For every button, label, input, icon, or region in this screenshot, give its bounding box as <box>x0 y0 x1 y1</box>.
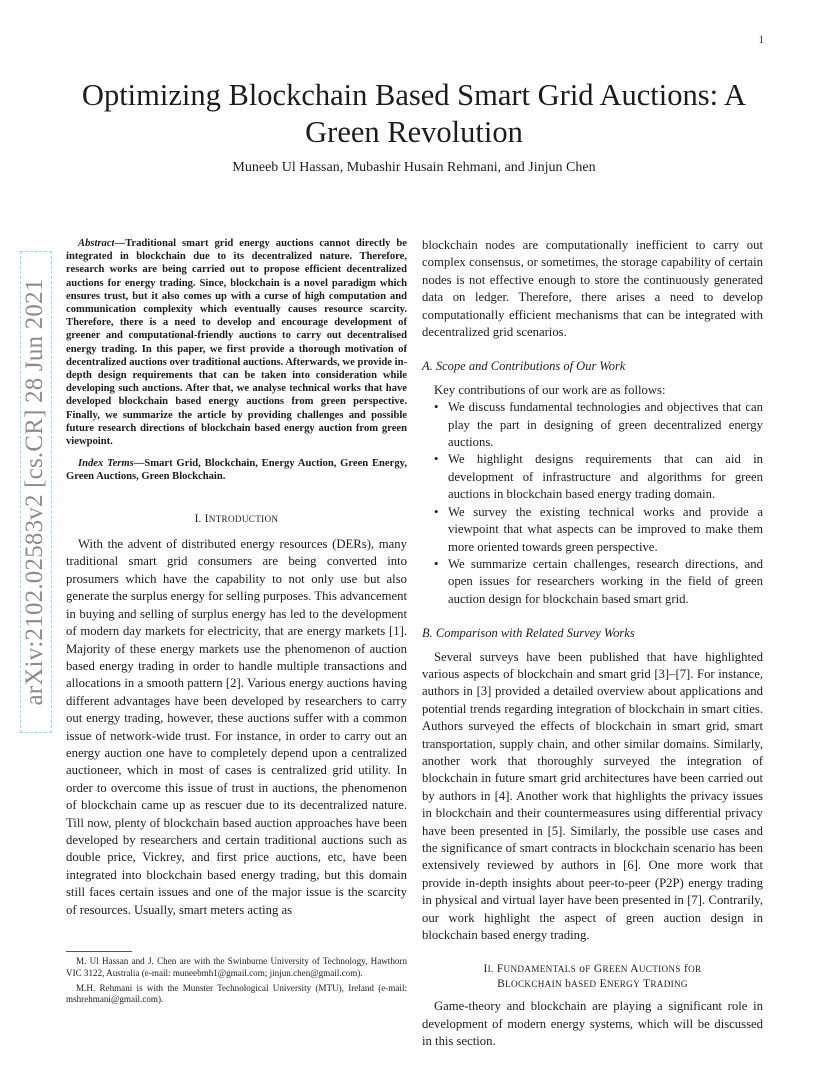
section-heading-fundamentals <box>422 962 763 992</box>
list-item: • We summarize certain challenges, research directions, and open issues for researchers working in the field of green auction design for blockchain based smart grid. <box>434 556 763 606</box>
list-item: • We survey the existing technical works and provide a viewpoint that what aspects can be improved to make them more oriented towards green perspective. <box>434 504 763 554</box>
list-item: • We highlight designs requirements that can aid in development of infrastructure and algorithms for green auctions in blockchain based energy trading domain. <box>434 452 763 502</box>
comparison-paragraph: Several surveys have been published that have highlighted various aspects of blockchain and smart grid [3]–[7]. For instance, authors in [3] provided a detailed overview about applications and potential trends regarding integration of blockchain in smart cities. Authors surveyed the effects of blockchain in smart grid, smart transportation, supply chain, and other similar domains. Similarly, another work that thoroughly surveyed the integration of blockchain in future smart grid architectures have been carried out by authors in [4]. Another work that highlights the privacy issues in blockchain and their countermeasures using differential privacy have been presented in [5]. Similarly, the possible use cases and the significance of smart contracts in blockchain scenario has been extensively reviewed by authors in [6]. One more work that provide in-depth insights about peer-to-peer (P2P) energy trading in physical and virtual layer have been presented in [7]. Contrarily, our work highlight the aspect of green auction design in blockchain based energy trading. <box>422 649 763 943</box>
fundamentals-paragraph: Game-theory and blockchain are playing a significant role in development of modern energy systems, which will be discussed in this section. <box>422 999 763 1049</box>
bullet-icon: • <box>434 400 439 415</box>
abstract-label: Abstract <box>78 238 115 249</box>
index-terms-text: —Smart Grid, Blockchain, Energy Auction, Green Energy, Green Auctions, Green Blockchain. <box>66 458 407 483</box>
footnotes <box>66 951 407 1009</box>
right-column <box>422 237 763 1051</box>
bullet-icon: • <box>434 504 439 519</box>
section-heading-line: II. FUNDAMENTALS oF GREEN AUCTIONS fOR <box>483 963 702 976</box>
left-column <box>66 237 407 919</box>
introduction-continuation: blockchain nodes are computationally inefficient to carry out complex consensus, or sometimes, the storage capability of certain nodes is not effective enough to store the continuously generated data on ledger. Therefore, there arises a need to develop computationally efficient mechanisms that can be integrated with decentralized grid scenarios. <box>422 238 763 340</box>
index-terms <box>66 457 407 483</box>
section-heading-introduction: I. INTRODUCTION <box>194 512 279 525</box>
contributions-list <box>422 399 763 608</box>
subsection-heading-scope: A. Scope and Contributions of Our Work <box>422 359 626 374</box>
list-item: • We discuss fundamental technologies and objectives that can play the part in designing of green decentralized energy auctions. <box>434 400 763 450</box>
abstract-text: —Traditional smart grid energy auctions cannot directly be integrated in blockchain due to its decentralized nature. Therefore, research works are being carried out to propose efficient decentralized auctions for energy trading. Since, blockchain is a novel paradigm which ensures trust, but it also comes up with a curse of high computation and communication complexity which eventually causes resource scarcity. Therefore, there is a need to develop and encourage development of greener and computational-friendly auctions to carry out decentralised energy trading. In this paper, we first provide a thorough motivation of decentralized auctions over traditional auctions. Afterwards, we provide in-depth design requirements that can be taken into consideration while developing such auctions. After that, we analyse technical works that have developed blockchain based energy auctions from green perspective. Finally, we summarize the article by providing challenges and possible future research directions of blockchain based energy auction from green viewpoint. <box>66 238 407 448</box>
arxiv-identifier-stamp[interactable]: arXiv:2102.02583v2 [cs.CR] 28 Jun 2021 <box>20 251 52 733</box>
section-heading-line: BLOCKCHAIN bASED ENERGY TRADING <box>497 978 688 991</box>
footnote: M. Ul Hassan and J. Chen are with the Swinburne University of Technology, Hawthorn VIC 3122, Australia (e-mail: muneebmh1@gmail.com; jinjun.chen@gmail.com). <box>66 956 407 978</box>
bullet-icon: • <box>434 452 439 467</box>
footnote: M.H. Rehmani is with the Munster Technological University (MTU), Ireland (e-mail: mshrehmani@gmail.com). <box>66 982 407 1005</box>
introduction-paragraph: With the advent of distributed energy resources (DERs), many traditional smart grid consumers are being converted into prosumers which have the capability to not only use but also generate the surplus energy for selling purposes. This advancement in buying and selling of surplus energy has led to the development of modern day markets for electricity, that are energy markets [1]. Majority of these energy markets use the phenomenon of auction based energy trading in order to handle multiple transactions and allocations in a smooth pattern [2]. Various energy auctions having different advantages have been developed by researchers to carry out energy trading, however, these auctions suffer with a common issue of network-wide trust. For instance, in order to carry out an energy auction one have to completely depend upon a centralized auctioneer, which in most of cases is centralized grid utility. In order to overcome this issue of trust in auctions, the phenomenon of blockchain came up as rescuer due to its decentralized nature. Till now, plenty of blockchain based auction approaches have been developed by researchers and certain traditional auctions such as double price, Vickrey, and first price auctions, etc, have been integrated into blockchain based energy trading, but this domain still faces certain issues and one of the major issue is the scarcity of resources. Usually, smart meters acting as <box>66 537 407 917</box>
contributions-intro: Key contributions of our work are as follows: <box>434 382 666 397</box>
page-number: 1 <box>758 34 764 46</box>
footnote-divider <box>66 951 132 952</box>
subsection-heading-comparison: B. Comparison with Related Survey Works <box>422 626 635 641</box>
paper-title: Optimizing Blockchain Based Smart Grid Auctions: A Green Revolution <box>81 78 747 149</box>
abstract <box>66 237 407 448</box>
index-terms-label: Index Terms <box>78 458 134 470</box>
bullet-icon: • <box>434 556 439 571</box>
author-list: Muneeb Ul Hassan, Mubashir Husain Rehmani, and Jinjun Chen <box>232 160 596 175</box>
